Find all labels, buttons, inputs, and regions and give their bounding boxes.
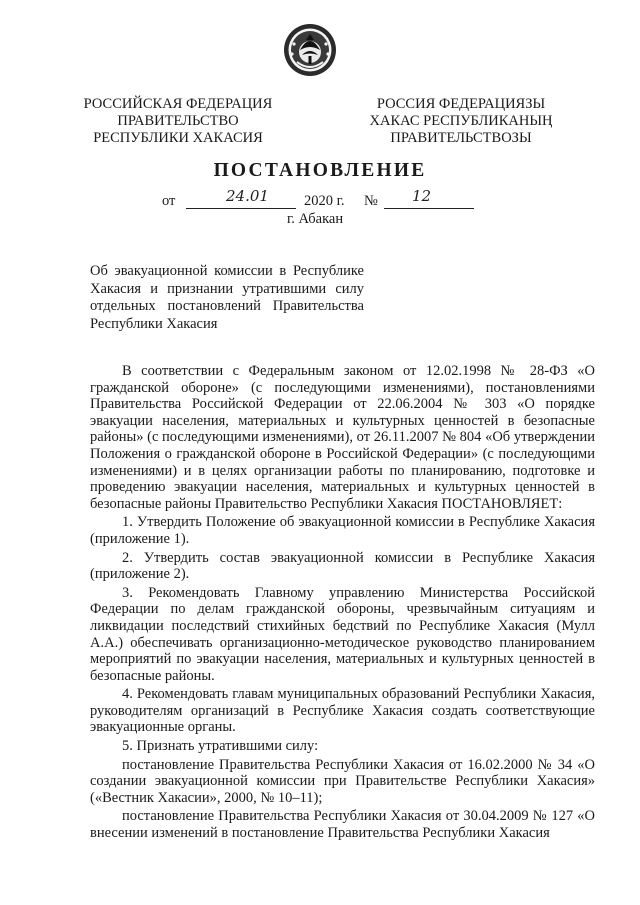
number-underline <box>384 208 474 209</box>
city-label: г. Абакан <box>287 211 344 227</box>
body-paragraph: 1. Утвердить Положение об эвакуационной комиссии в Республике Хакасия (приложение 1). <box>90 514 595 547</box>
body-paragraph: постановление Правительства Республики Хакасия от 30.04.2009 № 127 «О внесении изменений в постановление Правительства Республики Хакасия <box>90 808 595 842</box>
header-left-line: ПРАВИТЕЛЬСТВО <box>117 113 239 129</box>
header-right-line: ХАКАС РЕСПУБЛИКАНЫҢ <box>369 113 553 129</box>
header-right <box>358 96 564 147</box>
document-body <box>90 363 595 842</box>
subject-line: Хакасия и признании утратившими силу <box>90 280 364 297</box>
subject-line: Республики Хакасия <box>90 315 218 332</box>
body-paragraph: 5. Признать утратившими силу: <box>122 738 319 755</box>
date-handwritten: 24.01 <box>226 187 269 205</box>
number-sign: № <box>364 193 378 209</box>
subject-line: отдельных постановлений Правительства <box>90 298 364 314</box>
header-left-line: РОССИЙСКАЯ ФЕДЕРАЦИЯ <box>83 96 273 112</box>
header-left-line: РЕСПУБЛИКИ ХАКАСИЯ <box>93 130 263 146</box>
subject-line: Об эвакуационной комиссии в Республике <box>90 263 364 279</box>
document-title: ПОСТАНОВЛЕНИЕ <box>213 160 427 181</box>
body-paragraph: 2. Утвердить состав эвакуационной комиссии в Республике Хакасия (приложение 2). <box>90 549 595 583</box>
date-underline <box>186 208 296 209</box>
body-paragraph: 4. Рекомендовать главам муниципальных образований Республики Хакасия, руководителям организаций в Республике Хакасия создать соответствующие эвакуационные органы. <box>90 686 595 736</box>
document-subject <box>90 263 364 333</box>
header-right-line: РОССИЯ ФЕДЕРАЦИЯЗЫ <box>376 96 546 112</box>
body-paragraph: В соответствии с Федеральным законом от 12.02.1998 № 28-ФЗ «О гражданской обороне» (с последующими изменениями), постановлениями Правительства Российской Федерации от 22.06.2004 № 303 «О порядке эвакуации населения, материальных и культурных ценностей в безопасные районы» (с последующими изменениями), от 26.11.2007 № 804 «Об утверждении Положения о гражданской обороне в Российской Федерации» (с последующими изменениями) и в целях организации работы по планированию, подготовке и проведению эвакуации населения, материальных и культурных ценностей в безопасные районы Правительство Республики Хакасия ПОСТАНОВЛЯЕТ: <box>90 363 595 512</box>
date-prefix: от <box>162 193 176 209</box>
number-handwritten: 12 <box>412 187 432 205</box>
body-paragraph: постановление Правительства Республики Хакасия от 16.02.2000 № 34 «О создании эвакуационной комиссии при Правительстве Республики Хакасия» («Вестник Хакасии», 2000, № 10–11); <box>90 756 595 806</box>
year-label: 2020 г. <box>304 193 345 209</box>
header-left <box>78 96 278 147</box>
coat-of-arms-icon <box>282 22 338 78</box>
header-right-line: ПРАВИТЕЛЬСТВОЗЫ <box>390 130 532 146</box>
body-paragraph: 3. Рекомендовать Главному управлению Министерства Российской Федерации по делам гражданской обороны, чрезвычайным ситуациям и ликвидации последствий стихийных бедствий по Республике Хакасия (Мулл А.А.) обеспечивать организационно-методическое руководство планированием мероприятий по эвакуации населения, материальных и культурных ценностей в безопасные районы. <box>90 584 595 684</box>
